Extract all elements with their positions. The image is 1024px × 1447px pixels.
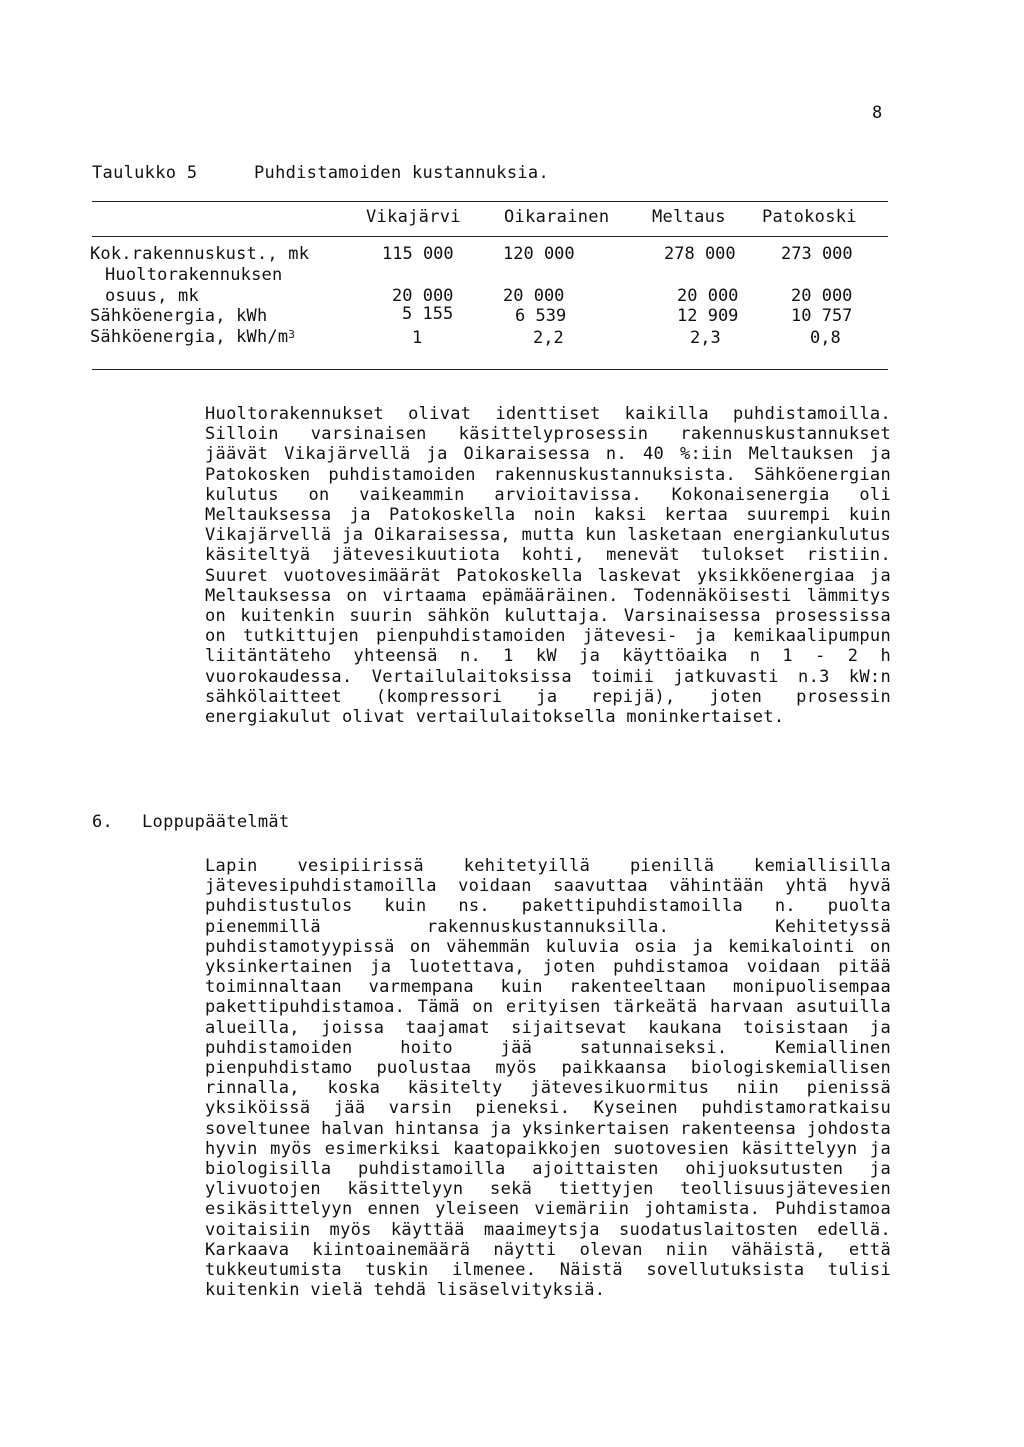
section-number: 6.	[92, 812, 114, 832]
column-header-meltaus: Meltaus	[652, 207, 726, 227]
page-number: 8	[872, 103, 883, 123]
table-cell: 273 000	[781, 244, 853, 264]
table-cell: 10 757	[791, 306, 853, 326]
section-title: Loppupäätelmät	[142, 812, 290, 832]
column-header-patokoski: Patokoski	[762, 207, 857, 227]
table-header-rule	[92, 236, 888, 237]
row-label	[90, 327, 295, 347]
row-label: Sähköenergia, kWh	[90, 306, 268, 326]
table-cell: 12 909	[677, 306, 739, 326]
column-header-oikarainen: Oikarainen	[504, 207, 610, 227]
table-bottom-rule	[92, 369, 888, 370]
table-cell: 20 000	[392, 286, 454, 306]
row-label-text: Sähköenergia, kWh/m	[90, 327, 289, 347]
table-cell: 20 000	[677, 286, 739, 306]
column-header-vikajarvi: Vikajärvi	[366, 207, 461, 227]
table-cell: 20 000	[791, 286, 853, 306]
table-cell: 6 539	[515, 306, 567, 326]
body-paragraph-maintenance: Huoltorakennukset olivat identtiset kaikilla puhdistamoilla. Silloin varsinaisen käsittelyprosessin rakennuskustannukset jäävät Vikajärvellä ja Oikaraisessa n. 40 %:iin Meltauksen ja Patokosken puhdistamoiden rakennuskustannuksista. Sähköenergian kulutus on vaikeammin arvioitavissa. Kokonaisenergia oli Meltauksessa ja Patokoskella noin kaksi kertaa suurempi kuin Vikajärvellä ja Oikaraisessa, mutta kun lasketaan energiankulutus käsiteltyä jätevesikuutiota kohti, menevät tulokset ristiin. Suuret vuotovesimäärät Patokoskella laskevat yksikköenergiaa ja Meltauksessa on virtaama epämääräinen. Todennäköisesti lämmitys on kuitenkin suurin sähkön kuluttaja. Varsinaisessa prosessissa on tutkittujen pienpuhdistamoiden jätevesi- ja kemikaalipumpun liitäntäteho yhteensä n. 1 kW ja käyttöaika n 1 - 2 h vuorokaudessa. Vertailulaitoksissa toimii jatkuvasti n.3 kW:n sähkölaitteet (kompressori ja repijä), joten prosessin energiakulut olivat vertailulaitoksella moninkertaiset.	[205, 404, 891, 728]
table-top-rule	[92, 201, 888, 202]
row-label: Kok.rakennuskust., mk	[90, 244, 310, 264]
row-label: osuus, mk	[105, 286, 199, 306]
table-cell: 2,2	[533, 328, 564, 348]
table-cell: 0,8	[810, 328, 841, 348]
table-cell: 2,3	[690, 328, 721, 348]
row-label: Huoltorakennuksen	[105, 265, 283, 285]
table-cell: 278 000	[664, 244, 736, 264]
table-caption-title: Puhdistamoiden kustannuksia.	[254, 163, 549, 183]
section-heading	[92, 812, 290, 832]
table-caption	[92, 163, 549, 183]
table-cell: 1	[412, 328, 423, 348]
row-label-superscript: 3	[288, 328, 296, 341]
table-cell: 5 155	[402, 304, 454, 324]
table-cell: 115 000	[382, 244, 454, 264]
body-paragraph-conclusions: Lapin vesipiirissä kehitetyillä pienillä kemiallisilla jätevesipuhdistamoilla voidaan saavuttaa vähintään yhtä hyvä puhdistustulos kuin ns. pakettipuhdistamoilla n. puolta pienemmillä rakennuskustannuksilla. Kehitetyssä puhdistamotyypissä on vähemmän kuluvia osia ja kemikalointi on yksinkertainen ja luotettava, joten puhdistamoa voidaan pitää toiminnaltaan varmempana kuin rakenteeltaan monipuolisempaa pakettipuhdistamoa. Tämä on erityisen tärkeätä harvaan asutuilla alueilla, joissa taajamat sijaitsevat kaukana toisistaan ja puhdistamoiden hoito jää satunnaiseksi. Kemiallinen pienpuhdistamo puolustaa myös paikkaansa biologiskemiallisen rinnalla, koska käsitelty jätevesikuormitus niin pienissä yksiköissä jää varsin pieneksi. Kyseinen puhdistamoratkaisu soveltunee halvan hintansa ja yksinkertaisen rakenteensa johdosta hyvin myös esimerkiksi kaatopaikkojen suotovesien käsittelyyn ja biologisilla puhdistamoilla ajoittaisten ohijuoksutusten ja ylivuotojen käsittelyyn sekä tiettyjen teollisuusjätevesien esikäsittelyyn ennen yleiseen viemäriin johtamista. Puhdistamoa voitaisiin myös käyttää maaimeytsja suodatuslaitosten edellä. Karkaava kiintoainemäärä näytti olevan niin vähäistä, että tukkeutumista tuskin ilmenee. Näistä sovellutuksista tulisi kuitenkin vielä tehdä lisäselvityksiä.	[205, 856, 891, 1301]
table-cell: 20 000	[503, 286, 565, 306]
table-cell: 120 000	[503, 244, 575, 264]
table-caption-label: Taulukko 5	[92, 163, 198, 183]
